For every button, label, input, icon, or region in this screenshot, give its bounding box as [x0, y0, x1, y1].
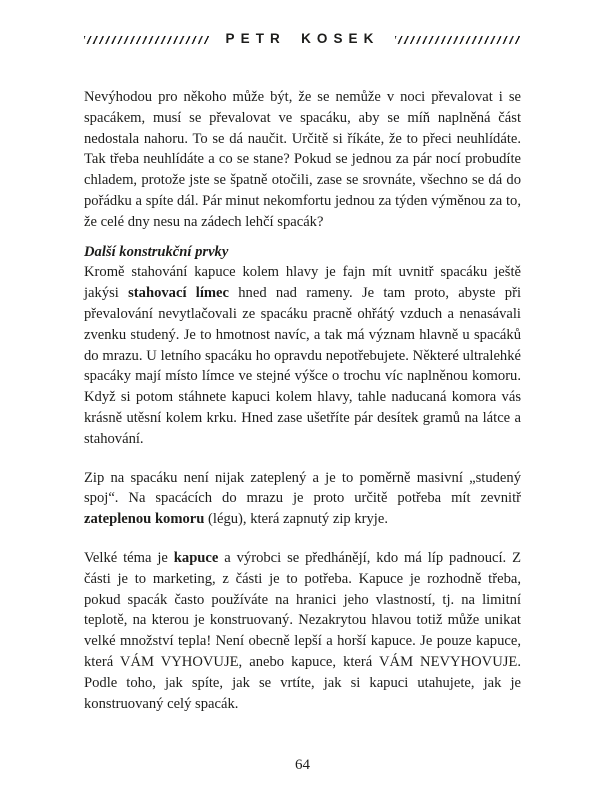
- section-heading: [84, 242, 521, 263]
- page-number: 64: [295, 757, 310, 773]
- page-header: [84, 32, 521, 47]
- text-run: Zip na spacáku není nijak zateplený a je to poměrně masivní „studený spoj“. Na spacácích do mrazu je proto určitě potřeba mít zevnitř: [84, 469, 521, 507]
- body-paragraph: [84, 262, 521, 449]
- page-body: [84, 87, 521, 714]
- text-run: Nevýhodou pro někoho může být, že se nemůže v noci převalovat i se spacákem, musí se převalovat ve spacáku, aby se míň naplněná část nedostala nahoru. To se dá naučit. Určitě si říkáte, že to přeci neuhlídáte. Tak třeba neuhlídáte a co se stane? Pokud se jednou za pár nocí probudíte chladem, protože jste se špatně otočili, zase se srovnáte, všechno se dá do pořádku a spíte dál. Pár minut nekomfortu jednou za týden výměnou za to, že celé dny nesu na zádech lehčí spacák?: [84, 89, 521, 230]
- author-name: PETR KOSEK: [225, 31, 380, 46]
- body-paragraph: [84, 468, 521, 530]
- text-run: (légu), která zapnutý zip kryje.: [204, 511, 388, 528]
- diagonal-hatch-rule-right-icon: [395, 36, 521, 44]
- text-run: Velké téma je: [84, 549, 174, 566]
- page-footer: [84, 747, 521, 774]
- text-run: hned nad rameny. Je tam proto, abyste při převalování nevytlačovali ze spacáku pracně ohřátý vzduch a nenasávali zvenku studený. Je to hmotnost navíc, a tak má význam hlavně u spacáků do mrazu. U letního spacáku ho opravdu nepotřebujete. Některé ultralehké spacáky mají místo límce ve stejné výšce o trochu víc naplněnou komoru. Když si potom stáhnete kapuci kolem hlavy, tahle naducaná komora vás krásně utěsní kolem krku. Hned zase ušetříte pár desítek gramů na látce a stahování.: [84, 285, 521, 447]
- diagonal-hatch-rule-left-icon: [84, 36, 210, 44]
- text-run: zateplenou komoru: [84, 511, 205, 528]
- text-run: a výrobci se předhánějí, kdo má líp padnoucí. Z části je to marketing, z části je to potřeba. Kapuce je rozhodně třeba, pokud spacák často používáte na hranici jeho vlastností, tj. na limitní teplotě, na kterou je konstruovaný. Nezakrytou hlavou totiž může unikat velké množství tepla! Není obecně lepší a horší kapuce. Je pouze kapuce, která VÁM VYHOVUJE, anebo kapuce, která VÁM NEVYHOVUJE. Podle toho, jak spíte, jak se vrtíte, jak si kapuci utahujete, jak je konstruovaný celý spacák.: [84, 549, 521, 712]
- text-run: kapuce: [173, 549, 219, 566]
- text-run: stahovací límec: [128, 285, 229, 302]
- body-paragraph: [84, 548, 521, 714]
- text-run: Kromě stahování kapuce kolem hlavy je fajn mít uvnitř spacáku ještě jakýsi: [84, 264, 521, 302]
- text-run: Další konstrukční prvky: [84, 243, 229, 260]
- body-paragraph: [84, 87, 521, 233]
